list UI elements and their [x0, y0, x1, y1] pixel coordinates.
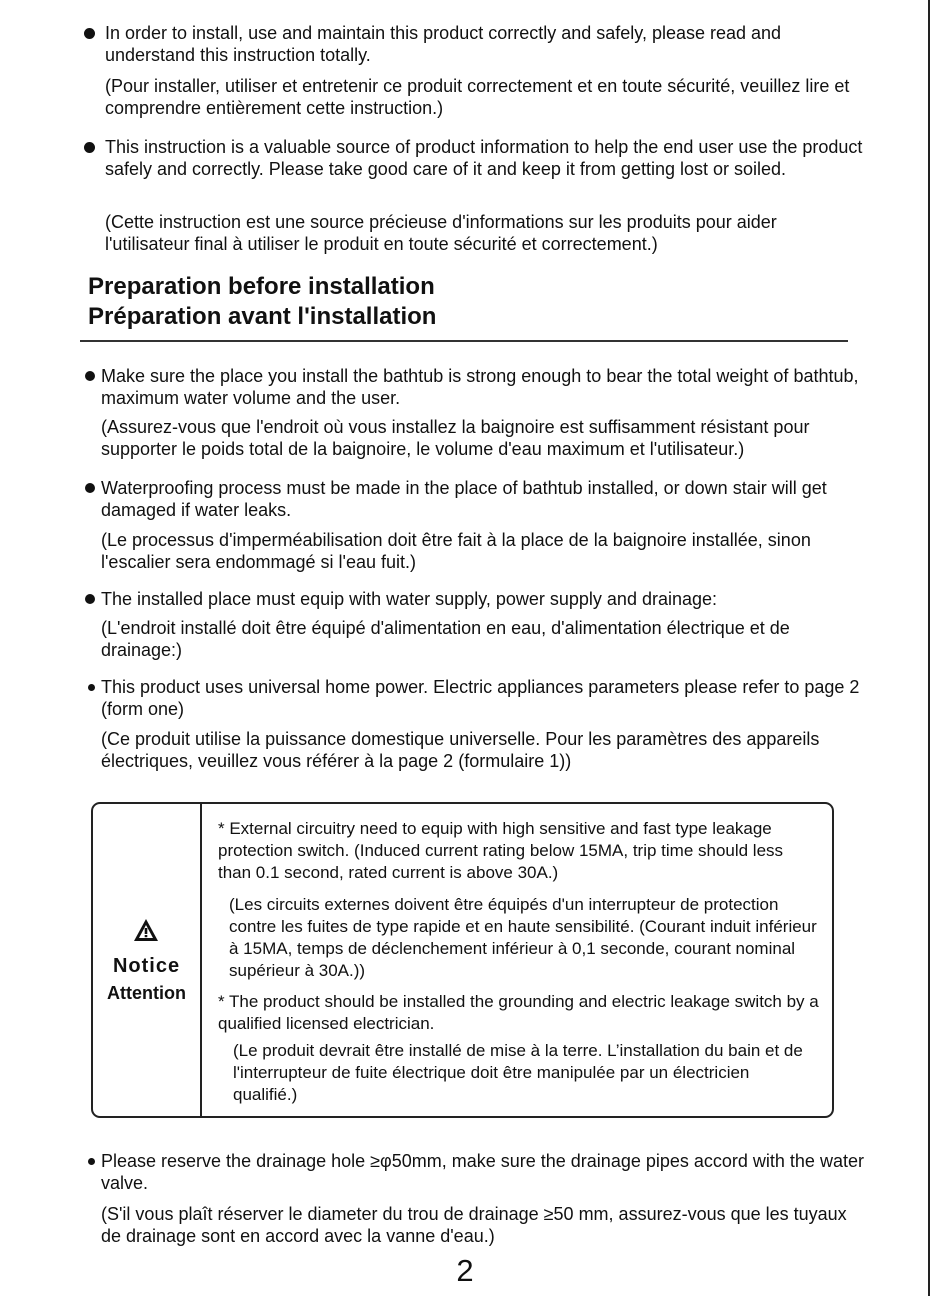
notice-text-en: * External circuitry need to equip with high sensitive and fast type leakage protection switch. (Induced current rating below 15MA, trip time should less than 0.1 second, rated current is above 30A.): [218, 819, 784, 882]
warning-triangle-icon: [133, 918, 159, 942]
preparation-text-en: Waterproofing process must be made in the place of bathtub installed, or down stair will get damaged if water leaks.: [101, 478, 827, 520]
bullet-icon: [88, 1158, 95, 1165]
section-heading: [88, 272, 436, 332]
bullet-icon: [85, 594, 95, 604]
preparation-text-fr: (L'endroit installé doit être équipé d'alimentation en eau, d'alimentation électrique et de drainage:): [101, 618, 790, 660]
heading-divider: [80, 340, 848, 342]
intro-text-en: In order to install, use and maintain this product correctly and safely, please read and understand this instruction totally.: [105, 23, 782, 65]
notice-text-en: * The product should be installed the grounding and electric leakage switch by a qualified licensed electrician.: [218, 992, 819, 1033]
preparation-text-en: Make sure the place you install the bathtub is strong enough to bear the total weight of bathtub, maximum water volume and the user.: [101, 366, 859, 408]
notice-text-fr: (Le produit devrait être installé de mise à la terre. L’installation du bain et de l'interrupteur de fuite électrique doit être manipulée par un électricien qualifié.): [233, 1041, 803, 1104]
drainage-text-en: Please reserve the drainage hole ≥φ50mm, make sure the drainage pipes accord with the water valve.: [101, 1151, 864, 1193]
section-heading-en: Preparation before installation: [88, 273, 435, 300]
bullet-icon: [85, 483, 95, 493]
notice-text-fr: (Les circuits externes doivent être équipés d'un interrupteur de protection contre les fuites de type rapide et en haute sensibilité. (Courant induit inférieur à 15MA, temps de déclenchement inférieur à 0,1 seconde, courant nominal supérieur à 30A.)): [229, 895, 817, 980]
bullet-icon: [84, 142, 95, 153]
drainage-text-fr: (S'il vous plaît réserver le diameter du trou de drainage ≥50 mm, assurez-vous que les tuyaux de drainage sont en accord avec la vanne d'eau.): [101, 1204, 847, 1246]
preparation-text-fr: (Assurez-vous que l'endroit où vous installez la baignoire est suffisamment résistant pour supporter le poids total de la baignoire, le volume d'eau maximum et l'utilisateur.): [101, 417, 810, 459]
preparation-text-fr: (Ce produit utilise la puissance domestique universelle. Pour les paramètres des appareils électriques, veuillez vous référer à la page 2 (formulaire 1)): [101, 729, 820, 771]
notice-title: Notice: [112, 955, 181, 977]
intro-text-en: This instruction is a valuable source of product information to help the end user use the product safely and correctly. Please take good care of it and keep it from getting lost or soiled.: [105, 137, 863, 179]
preparation-text-en: The installed place must equip with water supply, power supply and drainage:: [101, 589, 718, 609]
page-number: 2: [456, 1253, 474, 1288]
bullet-icon: [88, 684, 95, 691]
bullet-icon: [85, 371, 95, 381]
bullet-icon: [84, 28, 95, 39]
notice-subtitle: Attention: [107, 983, 186, 1003]
intro-text-fr: (Cette instruction est une source précieuse d'informations sur les produits pour aider l'utilisateur final à utiliser le produit en toute sécurité et correctement.): [105, 212, 777, 254]
preparation-text-fr: (Le processus d'imperméabilisation doit être fait à la place de la baignoire installée, sinon l'escalier sera endommagé si l'eau fuit.): [101, 530, 811, 572]
preparation-text-en: This product uses universal home power. Electric appliances parameters please refer to page 2 (form one): [101, 677, 860, 719]
section-heading-fr: Préparation avant l'installation: [88, 303, 437, 330]
intro-text-fr: (Pour installer, utiliser et entretenir ce produit correctement et en toute sécurité, veuillez lire et comprendre entièrement cette instruction.): [105, 76, 850, 118]
